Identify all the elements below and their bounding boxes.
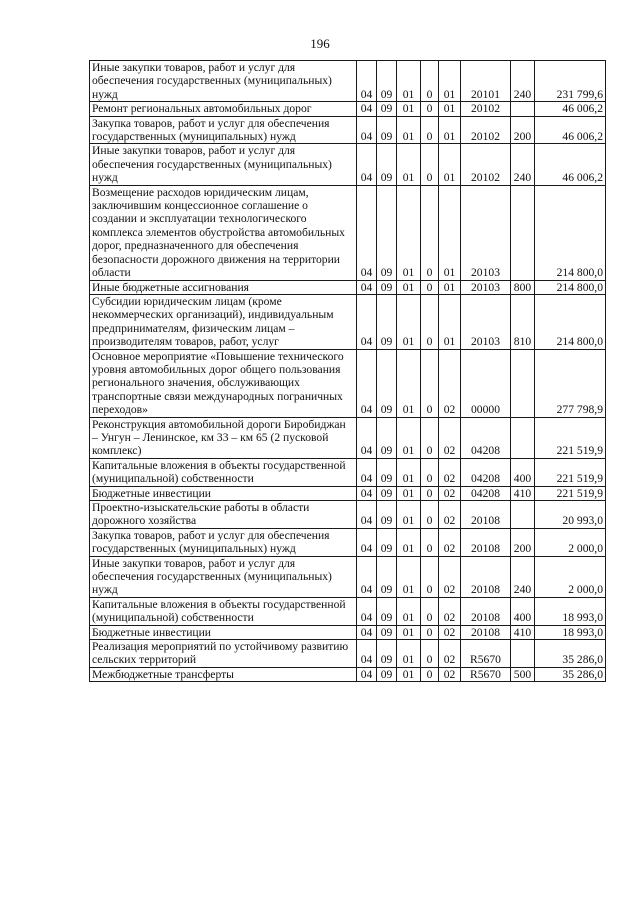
table-row: [90, 116, 606, 144]
row-name: Иные бюджетные ассигнования: [90, 280, 357, 294]
row-amount: 35 286,0: [535, 667, 606, 681]
code-expense-type: 410: [511, 625, 535, 639]
row-amount: 231 799,6: [535, 61, 606, 102]
code-subsection: 09: [377, 102, 397, 116]
code-direction: R5670: [461, 640, 511, 668]
row-amount: 18 993,0: [535, 625, 606, 639]
code-direction: 20103: [461, 185, 511, 280]
code-program: 01: [397, 667, 421, 681]
table-row: [90, 625, 606, 639]
code-subsection: 09: [377, 625, 397, 639]
code-subsection: 09: [377, 556, 397, 597]
code-activity: 01: [439, 185, 461, 280]
code-subsection: 09: [377, 458, 397, 486]
code-program: 01: [397, 640, 421, 668]
code-subprogram: 0: [421, 294, 439, 349]
code-section: 04: [357, 144, 377, 185]
code-expense-type: [511, 501, 535, 529]
row-amount: 46 006,2: [535, 102, 606, 116]
code-activity: 01: [439, 280, 461, 294]
code-direction: 00000: [461, 349, 511, 417]
code-subprogram: 0: [421, 556, 439, 597]
code-subprogram: 0: [421, 116, 439, 144]
row-name: Иные закупки товаров, работ и услуг для обеспечения государственных (муниципальных) нужд: [90, 556, 357, 597]
table-row: [90, 528, 606, 556]
code-program: 01: [397, 417, 421, 458]
code-subprogram: 0: [421, 280, 439, 294]
table-row: [90, 294, 606, 349]
code-expense-type: 200: [511, 528, 535, 556]
code-expense-type: 240: [511, 61, 535, 102]
code-subsection: 09: [377, 185, 397, 280]
code-subprogram: 0: [421, 625, 439, 639]
code-program: 01: [397, 528, 421, 556]
code-section: 04: [357, 556, 377, 597]
row-amount: 221 519,9: [535, 458, 606, 486]
code-subprogram: 0: [421, 640, 439, 668]
row-name: Межбюджетные трансферты: [90, 667, 357, 681]
table-row: [90, 458, 606, 486]
code-expense-type: 810: [511, 294, 535, 349]
code-subsection: 09: [377, 61, 397, 102]
code-section: 04: [357, 597, 377, 625]
row-amount: 214 800,0: [535, 280, 606, 294]
code-direction: 20102: [461, 144, 511, 185]
code-activity: 02: [439, 640, 461, 668]
code-program: 01: [397, 556, 421, 597]
row-amount: 221 519,9: [535, 486, 606, 500]
code-direction: 20108: [461, 597, 511, 625]
code-program: 01: [397, 61, 421, 102]
row-amount: 2 000,0: [535, 528, 606, 556]
row-amount: 221 519,9: [535, 417, 606, 458]
code-activity: 02: [439, 458, 461, 486]
code-activity: 02: [439, 349, 461, 417]
code-activity: 02: [439, 528, 461, 556]
code-expense-type: [511, 640, 535, 668]
code-section: 04: [357, 61, 377, 102]
code-subprogram: 0: [421, 528, 439, 556]
table-row: [90, 417, 606, 458]
row-name: Проектно-изыскательские работы в области дорожного хозяйства: [90, 501, 357, 529]
code-activity: 01: [439, 61, 461, 102]
code-subsection: 09: [377, 501, 397, 529]
code-section: 04: [357, 280, 377, 294]
code-section: 04: [357, 458, 377, 486]
code-activity: 02: [439, 597, 461, 625]
code-activity: 02: [439, 625, 461, 639]
code-activity: 01: [439, 116, 461, 144]
code-expense-type: [511, 185, 535, 280]
code-expense-type: 240: [511, 556, 535, 597]
code-subsection: 09: [377, 349, 397, 417]
code-direction: 20108: [461, 501, 511, 529]
code-activity: 01: [439, 144, 461, 185]
code-activity: 02: [439, 556, 461, 597]
row-amount: 214 800,0: [535, 294, 606, 349]
code-subsection: 09: [377, 294, 397, 349]
code-activity: 01: [439, 294, 461, 349]
code-section: 04: [357, 528, 377, 556]
code-subprogram: 0: [421, 417, 439, 458]
code-program: 01: [397, 116, 421, 144]
code-expense-type: [511, 417, 535, 458]
code-program: 01: [397, 486, 421, 500]
code-program: 01: [397, 501, 421, 529]
code-section: 04: [357, 116, 377, 144]
code-subsection: 09: [377, 486, 397, 500]
row-amount: 35 286,0: [535, 640, 606, 668]
row-name: Ремонт региональных автомобильных дорог: [90, 102, 357, 116]
code-subprogram: 0: [421, 501, 439, 529]
row-amount: 214 800,0: [535, 185, 606, 280]
code-expense-type: 500: [511, 667, 535, 681]
code-subsection: 09: [377, 144, 397, 185]
code-section: 04: [357, 501, 377, 529]
row-name: Капитальные вложения в объекты государственной (муниципальной) собственности: [90, 458, 357, 486]
table-row: [90, 280, 606, 294]
code-subprogram: 0: [421, 349, 439, 417]
code-expense-type: [511, 102, 535, 116]
table-row: [90, 61, 606, 102]
code-subprogram: 0: [421, 458, 439, 486]
code-subsection: 09: [377, 280, 397, 294]
code-section: 04: [357, 102, 377, 116]
code-section: 04: [357, 667, 377, 681]
row-name: Бюджетные инвестиции: [90, 486, 357, 500]
row-amount: 46 006,2: [535, 144, 606, 185]
row-name: Иные закупки товаров, работ и услуг для обеспечения государственных (муниципальных) нужд: [90, 144, 357, 185]
code-expense-type: [511, 349, 535, 417]
code-direction: 20102: [461, 102, 511, 116]
row-name: Бюджетные инвестиции: [90, 625, 357, 639]
code-direction: 04208: [461, 486, 511, 500]
code-program: 01: [397, 144, 421, 185]
code-direction: 04208: [461, 458, 511, 486]
code-direction: 04208: [461, 417, 511, 458]
code-subsection: 09: [377, 597, 397, 625]
code-expense-type: 800: [511, 280, 535, 294]
code-program: 01: [397, 458, 421, 486]
budget-table-body: [90, 61, 606, 682]
table-row: [90, 349, 606, 417]
code-section: 04: [357, 640, 377, 668]
row-amount: 18 993,0: [535, 597, 606, 625]
code-direction: 20108: [461, 528, 511, 556]
code-program: 01: [397, 102, 421, 116]
code-program: 01: [397, 294, 421, 349]
row-amount: 46 006,2: [535, 116, 606, 144]
code-section: 04: [357, 486, 377, 500]
code-section: 04: [357, 625, 377, 639]
table-row: [90, 556, 606, 597]
code-activity: 02: [439, 667, 461, 681]
code-subprogram: 0: [421, 597, 439, 625]
table-row: [90, 501, 606, 529]
code-expense-type: 200: [511, 116, 535, 144]
row-amount: 277 798,9: [535, 349, 606, 417]
code-subprogram: 0: [421, 61, 439, 102]
code-expense-type: 410: [511, 486, 535, 500]
table-row: [90, 185, 606, 280]
code-expense-type: 400: [511, 458, 535, 486]
code-activity: 02: [439, 486, 461, 500]
code-direction: 20108: [461, 556, 511, 597]
row-amount: 20 993,0: [535, 501, 606, 529]
table-row: [90, 144, 606, 185]
row-name: Реконструкция автомобильной дороги Биробиджан – Унгун – Ленинское, км 33 – км 65 (2 пусковой комплекс): [90, 417, 357, 458]
code-subprogram: 0: [421, 185, 439, 280]
code-activity: 01: [439, 102, 461, 116]
code-program: 01: [397, 185, 421, 280]
code-expense-type: 240: [511, 144, 535, 185]
row-name: Закупка товаров, работ и услуг для обеспечения государственных (муниципальных) нужд: [90, 528, 357, 556]
budget-table: [89, 60, 606, 682]
code-activity: 02: [439, 417, 461, 458]
code-section: 04: [357, 185, 377, 280]
row-name: Субсидии юридическим лицам (кроме некоммерческих организаций), индивидуальным предпринимателям, физическим лицам – производителям товаров, работ, услуг: [90, 294, 357, 349]
code-program: 01: [397, 280, 421, 294]
code-subprogram: 0: [421, 144, 439, 185]
code-direction: 20103: [461, 294, 511, 349]
row-name: Возмещение расходов юридическим лицам, заключившим концессионное соглашение о создании и эксплуатации технологического комплекса элементов обустройства автомобильных дорог, предназначенного для обеспечения безопасности дорожного движения на территории области: [90, 185, 357, 280]
code-section: 04: [357, 417, 377, 458]
table-row: [90, 486, 606, 500]
row-name: Капитальные вложения в объекты государственной (муниципальной) собственности: [90, 597, 357, 625]
code-subsection: 09: [377, 667, 397, 681]
code-section: 04: [357, 294, 377, 349]
row-name: Иные закупки товаров, работ и услуг для обеспечения государственных (муниципальных) нужд: [90, 61, 357, 102]
code-expense-type: 400: [511, 597, 535, 625]
row-name: Реализация мероприятий по устойчивому развитию сельских территорий: [90, 640, 357, 668]
code-direction: 20102: [461, 116, 511, 144]
code-subsection: 09: [377, 640, 397, 668]
code-subprogram: 0: [421, 486, 439, 500]
code-subsection: 09: [377, 116, 397, 144]
code-subprogram: 0: [421, 667, 439, 681]
table-row: [90, 597, 606, 625]
table-row: [90, 102, 606, 116]
code-activity: 02: [439, 501, 461, 529]
table-row: [90, 667, 606, 681]
code-subprogram: 0: [421, 102, 439, 116]
code-direction: 20101: [461, 61, 511, 102]
code-program: 01: [397, 349, 421, 417]
row-amount: 2 000,0: [535, 556, 606, 597]
code-program: 01: [397, 597, 421, 625]
code-direction: R5670: [461, 667, 511, 681]
code-subsection: 09: [377, 417, 397, 458]
code-section: 04: [357, 349, 377, 417]
row-name: Закупка товаров, работ и услуг для обеспечения государственных (муниципальных) нужд: [90, 116, 357, 144]
code-direction: 20108: [461, 625, 511, 639]
code-direction: 20103: [461, 280, 511, 294]
code-program: 01: [397, 625, 421, 639]
page-number: 196: [310, 36, 330, 51]
code-subsection: 09: [377, 528, 397, 556]
row-name: Основное мероприятие «Повышение технического уровня автомобильных дорог общего пользования регионального значения, обслуживающих транспортные связи международных пограничных переходов»: [90, 349, 357, 417]
table-row: [90, 640, 606, 668]
